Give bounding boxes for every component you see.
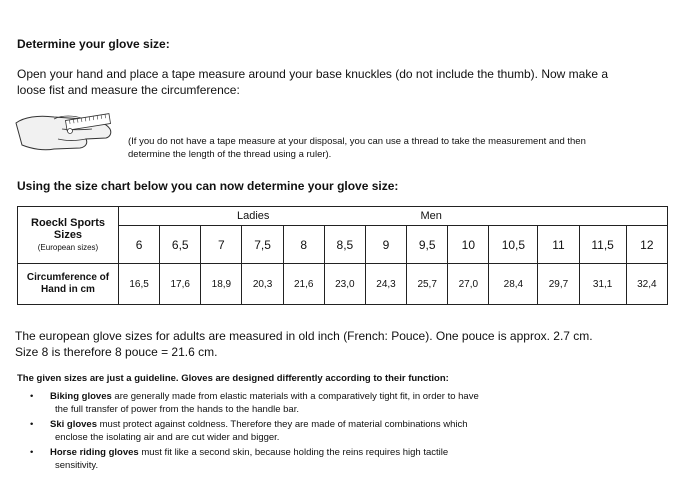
row-header-sizes-line-3: (European sizes): [37, 242, 99, 252]
circumference-cell: 20,3: [242, 264, 283, 305]
group-ladies-label: Ladies: [237, 210, 270, 222]
circumference-cell: 32,4: [626, 264, 667, 305]
circumference-cell: 25,7: [407, 264, 448, 305]
tip-term: Biking gloves: [50, 391, 112, 402]
row-header-circumference: [18, 264, 119, 305]
size-cell: 6,5: [160, 226, 201, 264]
size-cell: 10,5: [489, 226, 538, 264]
measure-instructions: [17, 66, 662, 98]
size-cell: 9: [365, 226, 406, 264]
instructions-line-1: Open your hand and place a tape measure around your base knuckles (do not include the thumb). Now make a: [17, 67, 609, 81]
guideline-text: The given sizes are just a guideline. Gloves are designed differently according to their function:: [17, 373, 449, 384]
size-cell: 6: [119, 226, 160, 264]
pouce-note-line-2: Size 8 is therefore 8 pouce = 21.6 cm.: [15, 345, 218, 359]
row-header-sizes-line-1: Roeckl Sports: [31, 216, 105, 229]
size-cell: 11,5: [579, 226, 626, 264]
list-item: [30, 418, 630, 444]
tip-text: must fit like a second skin, because holding the reins requires high tactile: [138, 447, 449, 458]
instructions-line-2: loose fist and measure the circumference:: [17, 83, 240, 97]
circumference-cell: 24,3: [365, 264, 406, 305]
circumference-cell: 17,6: [160, 264, 201, 305]
tip-text-cont: enclose the isolating air and are cut wider and bigger.: [55, 432, 280, 443]
circumference-cell: 18,9: [201, 264, 242, 305]
row-header-sizes: [18, 207, 119, 264]
page-title: Determine your glove size:: [17, 37, 170, 51]
size-cell: 12: [626, 226, 667, 264]
size-cell: 9,5: [407, 226, 448, 264]
glove-size-table: [17, 206, 668, 305]
circumference-cell: 27,0: [448, 264, 489, 305]
size-cell: 8: [283, 226, 324, 264]
row-header-circumference-line-1: Circumference of: [26, 272, 110, 283]
pouce-note: [15, 328, 665, 360]
circumference-cell: 16,5: [119, 264, 160, 305]
group-header-cell: [119, 207, 668, 226]
chart-heading: Using the size chart below you can now determine your glove size:: [17, 179, 399, 193]
circumference-cell: 29,7: [538, 264, 579, 305]
note-line-2: determine the length of the thread using a ruler).: [128, 149, 332, 160]
tip-term: Horse riding gloves: [50, 447, 139, 458]
circumference-cell: 28,4: [489, 264, 538, 305]
thread-note: [128, 135, 668, 161]
size-cell: 8,5: [324, 226, 365, 264]
list-item: [30, 446, 630, 472]
group-men-label: Men: [420, 210, 442, 222]
pouce-note-line-1: The european glove sizes for adults are measured in old inch (French: Pouce). One pouce is approx. 2.7 cm.: [15, 329, 593, 343]
hand-tape-measure-illustration: [14, 103, 114, 159]
row-header-sizes-line-2: Sizes: [53, 228, 83, 241]
size-cell: 11: [538, 226, 579, 264]
group-header-row: [18, 207, 668, 226]
size-cell: 7: [201, 226, 242, 264]
circumference-cell: 31,1: [579, 264, 626, 305]
size-cell: 7,5: [242, 226, 283, 264]
glove-type-list: [30, 390, 630, 474]
tip-text: are generally made from elastic materials with a comparatively tight fit, in order to have: [111, 391, 479, 402]
note-line-1: (If you do not have a tape measure at your disposal, you can use a thread to take the measurement and then: [128, 136, 586, 147]
row-header-circumference-line-2: Hand in cm: [41, 284, 95, 295]
tip-text: must protect against coldness. Therefore they are made of material combinations which: [97, 419, 468, 430]
circumference-row: [18, 264, 668, 305]
circumference-cell: 21,6: [283, 264, 324, 305]
tip-text-cont: sensitivity.: [55, 460, 99, 471]
tip-term: Ski gloves: [50, 419, 97, 430]
size-cell: 10: [448, 226, 489, 264]
tip-text-cont: the full transfer of power from the hands to the handle bar.: [55, 404, 299, 415]
circumference-cell: 23,0: [324, 264, 365, 305]
list-item: [30, 390, 630, 416]
